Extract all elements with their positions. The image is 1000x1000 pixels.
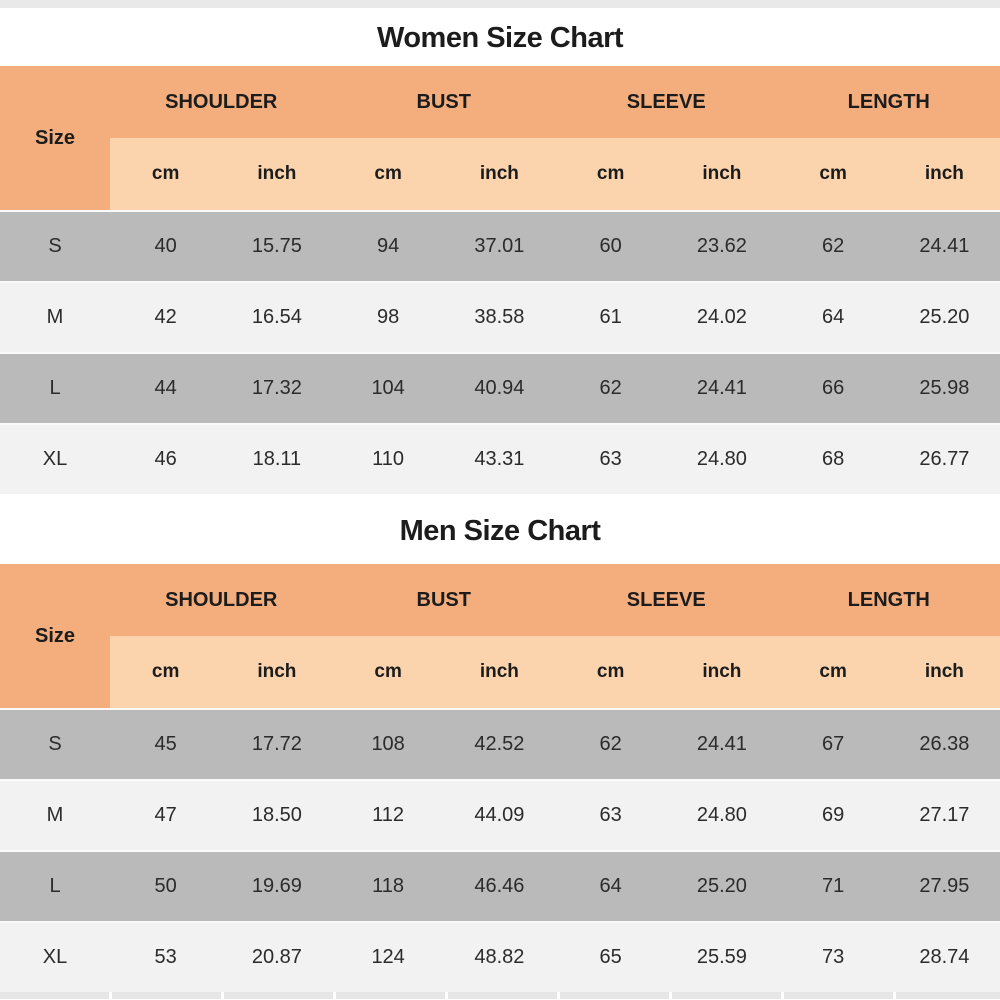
value-cell: 17.72: [221, 708, 332, 779]
value-cell: 64: [555, 850, 666, 921]
value-cell: 25.98: [889, 352, 1000, 423]
value-cell: 94: [333, 210, 444, 281]
measure-group-header: SLEEVE: [555, 66, 778, 138]
value-cell: 24.41: [666, 352, 777, 423]
measure-group-header: LENGTH: [778, 66, 1000, 138]
unit-header: inch: [444, 636, 555, 708]
value-cell: 27.17: [889, 779, 1000, 850]
unit-header: cm: [778, 636, 889, 708]
value-cell: 18.50: [221, 779, 332, 850]
size-cell: S: [0, 708, 110, 779]
value-cell: 42: [110, 281, 221, 352]
women-size-chart-section: [0, 8, 1000, 494]
table-row: [0, 850, 1000, 921]
value-cell: 53: [110, 921, 221, 992]
value-cell: 62: [555, 352, 666, 423]
unit-header: inch: [221, 636, 332, 708]
value-cell: 19.69: [221, 850, 332, 921]
table-row: [0, 210, 1000, 281]
measure-group-header: SLEEVE: [555, 564, 778, 636]
value-cell: 44.09: [444, 779, 555, 850]
value-cell: 17.32: [221, 352, 332, 423]
value-cell: 24.80: [666, 423, 777, 494]
value-cell: 44: [110, 352, 221, 423]
measure-group-header: SHOULDER: [110, 564, 333, 636]
value-cell: 27.95: [889, 850, 1000, 921]
value-cell: 50: [110, 850, 221, 921]
table-row: [0, 921, 1000, 992]
value-cell: 15.75: [221, 210, 332, 281]
value-cell: 124: [333, 921, 444, 992]
value-cell: 20.87: [221, 921, 332, 992]
unit-header: inch: [444, 138, 555, 210]
value-cell: 42.52: [444, 708, 555, 779]
unit-header: cm: [333, 636, 444, 708]
table-row: [0, 423, 1000, 494]
table-row: [0, 708, 1000, 779]
value-cell: 24.80: [666, 779, 777, 850]
unit-header: cm: [110, 138, 221, 210]
value-cell: 40: [110, 210, 221, 281]
value-cell: 47: [110, 779, 221, 850]
size-cell: XL: [0, 423, 110, 494]
value-cell: 73: [778, 921, 889, 992]
unit-header: inch: [889, 138, 1000, 210]
value-cell: 18.11: [221, 423, 332, 494]
value-cell: 98: [333, 281, 444, 352]
value-cell: 63: [555, 423, 666, 494]
value-cell: 48.82: [444, 921, 555, 992]
unit-header: inch: [666, 138, 777, 210]
value-cell: 26.38: [889, 708, 1000, 779]
size-column-header: Size: [0, 66, 110, 210]
value-cell: 71: [778, 850, 889, 921]
men-size-table: [0, 564, 1000, 992]
value-cell: 24.02: [666, 281, 777, 352]
value-cell: 46: [110, 423, 221, 494]
size-cell: XL: [0, 921, 110, 992]
value-cell: 25.20: [666, 850, 777, 921]
unit-header: cm: [333, 138, 444, 210]
value-cell: 40.94: [444, 352, 555, 423]
value-cell: 45: [110, 708, 221, 779]
value-cell: 61: [555, 281, 666, 352]
table-row: [0, 352, 1000, 423]
value-cell: 66: [778, 352, 889, 423]
size-column-header: Size: [0, 564, 110, 708]
value-cell: 67: [778, 708, 889, 779]
top-edge-strip: [0, 0, 1000, 8]
women-chart-title: Women Size Chart: [376, 22, 624, 54]
size-cell: M: [0, 779, 110, 850]
value-cell: 25.59: [666, 921, 777, 992]
value-cell: 60: [555, 210, 666, 281]
women-size-table: [0, 66, 1000, 494]
unit-header: cm: [110, 636, 221, 708]
unit-header: cm: [778, 138, 889, 210]
value-cell: 64: [778, 281, 889, 352]
measure-group-header: SHOULDER: [110, 66, 333, 138]
value-cell: 38.58: [444, 281, 555, 352]
bottom-edge-strip: [0, 992, 1000, 999]
men-chart-title: Men Size Chart: [399, 515, 601, 547]
value-cell: 65: [555, 921, 666, 992]
value-cell: 46.46: [444, 850, 555, 921]
value-cell: 69: [778, 779, 889, 850]
value-cell: 118: [333, 850, 444, 921]
value-cell: 25.20: [889, 281, 1000, 352]
unit-header: inch: [889, 636, 1000, 708]
value-cell: 28.74: [889, 921, 1000, 992]
value-cell: 24.41: [889, 210, 1000, 281]
size-cell: L: [0, 850, 110, 921]
table-row: [0, 779, 1000, 850]
value-cell: 37.01: [444, 210, 555, 281]
men-size-chart-section: [0, 494, 1000, 992]
table-row: [0, 281, 1000, 352]
value-cell: 43.31: [444, 423, 555, 494]
value-cell: 108: [333, 708, 444, 779]
size-cell: L: [0, 352, 110, 423]
value-cell: 23.62: [666, 210, 777, 281]
measure-group-header: LENGTH: [778, 564, 1000, 636]
unit-header: inch: [221, 138, 332, 210]
unit-header: inch: [666, 636, 777, 708]
size-cell: S: [0, 210, 110, 281]
measure-group-header: BUST: [333, 66, 556, 138]
value-cell: 62: [778, 210, 889, 281]
size-cell: M: [0, 281, 110, 352]
value-cell: 26.77: [889, 423, 1000, 494]
unit-header: cm: [555, 138, 666, 210]
unit-header: cm: [555, 636, 666, 708]
value-cell: 68: [778, 423, 889, 494]
value-cell: 63: [555, 779, 666, 850]
value-cell: 62: [555, 708, 666, 779]
value-cell: 112: [333, 779, 444, 850]
value-cell: 16.54: [221, 281, 332, 352]
value-cell: 110: [333, 423, 444, 494]
value-cell: 24.41: [666, 708, 777, 779]
value-cell: 104: [333, 352, 444, 423]
measure-group-header: BUST: [333, 564, 556, 636]
